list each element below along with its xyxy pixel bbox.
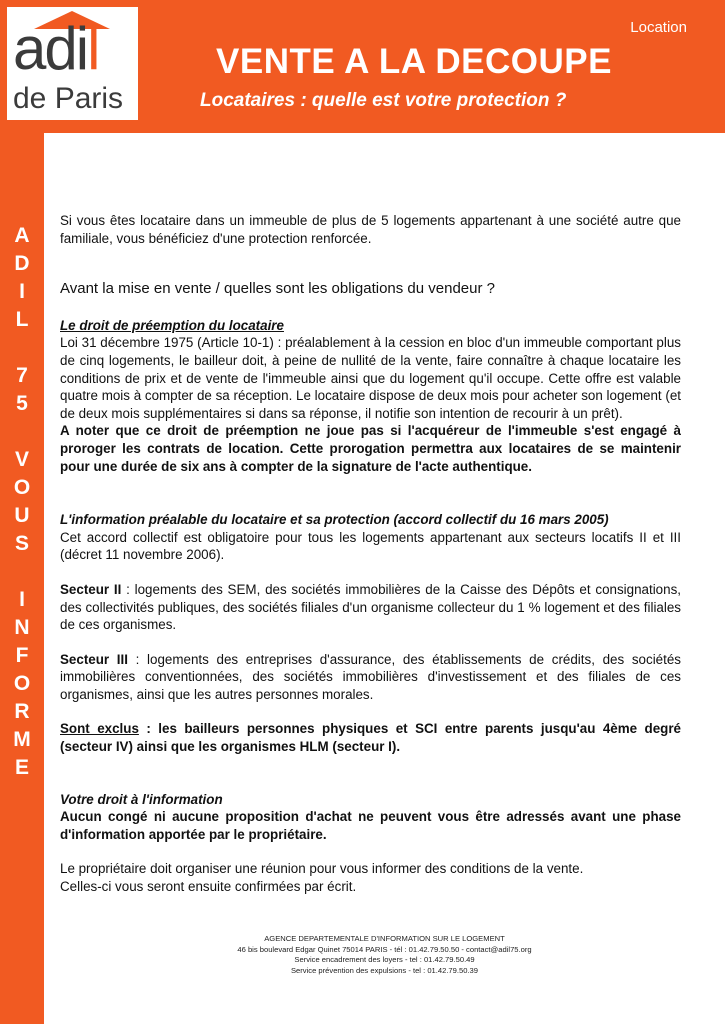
secteur-3-label: Secteur III — [60, 651, 128, 667]
main-content — [60, 212, 681, 896]
preemption-title: Le droit de préemption du locataire — [60, 317, 284, 333]
sidebar-vertical-text — [0, 222, 44, 782]
sidebar-letter: E — [14, 756, 29, 779]
sidebar-letter: O — [13, 672, 31, 695]
footer-agency: AGENCE DEPARTEMENTALE D'INFORMATION SUR LE LOGEMENT — [264, 934, 505, 943]
preemption-text: Loi 31 décembre 1975 (Article 10-1) : préalablement à la cession en bloc d'un immeuble comportant plus de cinq logements, le bailleur doit, à peine de nullité de la vente, faire connaître à chaque locataire les conditions de prix et de vente de l'immeuble ainsi que du logement qu'il occupe. Cette offre est valable quatre mois à compter de sa réception. Le locataire dispose de deux mois pour acheter son logement (et de deux mois supplémentaires si dans sa réponse, il notifie son intention de recourir à un prêt). — [60, 335, 681, 421]
sidebar-letter: M — [13, 728, 31, 751]
sidebar-letter — [0, 558, 44, 586]
sidebar-letter: I — [19, 588, 25, 611]
information-title: L'information préalable du locataire et sa protection (accord collectif du 16 mars 2005) — [60, 512, 609, 528]
exclus-label: Sont exclus — [60, 721, 139, 737]
intro-text: Si vous êtes locataire dans un immeuble de plus de 5 logements appartenant à une société autre que familiale, vous bénéficiez d'une protection renforcée. — [60, 213, 681, 246]
sidebar-letter: 7 — [16, 364, 28, 387]
secteur-2-label: Secteur II — [60, 581, 122, 597]
secteur-2-text: : logements des SEM, des sociétés immobilières de la Caisse des Dépôts et consignations, des collectivités publiques, des sociétés filiales d'un organisme collecteur du 1 % logement et des filiales de ces organismes. — [60, 581, 681, 633]
secteur-2-paragraph — [60, 581, 681, 634]
sidebar-letter: R — [14, 700, 30, 723]
exclus-paragraph — [60, 720, 681, 755]
droit-information-text-1: Le propriétaire doit organiser une réunion pour vous informer des conditions de la vente. — [60, 861, 584, 877]
page-subtitle: Locataires : quelle est votre protection ? — [200, 90, 567, 111]
page-title: VENTE A LA DECOUPE — [216, 42, 612, 81]
adil-logo — [7, 7, 138, 120]
speech-bubble-tail-icon — [510, 120, 650, 210]
information-text: Cet accord collectif est obligatoire pour tous les logements appartenant aux secteurs locatifs II et III (décret 11 novembre 2006). — [60, 529, 681, 563]
droit-information-title: Votre droit à l'information — [60, 791, 223, 807]
droit-information-text-2: Celles-ci vous seront ensuite confirmées par écrit. — [60, 879, 357, 895]
secteur-3-text: : logements des entreprises d'assurance, des établissements de crédits, des sociétés immobilières conventionnées, des sociétés immobilières d'investissement et des filiales de ces organismes, ainsi que les autres personnes morales. — [60, 651, 681, 702]
sidebar-letter: U — [14, 504, 30, 527]
sidebar-letter: A — [14, 224, 30, 247]
footer-loyers: Service encadrement des loyers - tel : 01.42.79.50.49 — [294, 955, 475, 965]
sidebar-letter — [0, 418, 44, 446]
secteur-3-paragraph — [60, 651, 681, 704]
sidebar-letter — [0, 334, 44, 362]
logo-wordmark: adil — [13, 15, 99, 82]
droit-information-bold: Aucun congé ni aucune proposition d'achat ne peuvent vous être adressés avant une phase d'information apportée par le propriétaire. — [60, 809, 681, 842]
logo-subtitle: de Paris — [13, 82, 124, 115]
footer — [44, 934, 725, 976]
preemption-note: A noter que ce droit de préemption ne joue pas si l'acquéreur de l'immeuble s'est engagé à proroger les contrats de location. Cette prorogation permettra aux locataires de se maintenir pour une durée de six ans à compter de la signature de l'acte authentique. — [60, 423, 681, 474]
section-heading-obligations: Avant la mise en vente / quelles sont les obligations du vendeur ? — [60, 280, 495, 298]
sidebar-letter: O — [13, 476, 31, 499]
footer-expulsions: Service prévention des expulsions - tel : 01.42.79.50.39 — [290, 965, 478, 975]
sidebar-letter: S — [14, 532, 29, 555]
sidebar-letter: V — [14, 448, 29, 471]
sidebar-letter: L — [15, 308, 29, 331]
sidebar-letter: I — [19, 280, 25, 303]
sidebar-letter: F — [15, 644, 29, 667]
sidebar-letter: N — [14, 616, 30, 639]
sidebar-letter: 5 — [16, 392, 28, 415]
exclus-text: : les bailleurs personnes physiques et SCI entre parents jusqu'au 4ème degré (secteur IV) ainsi que les organismes HLM (secteur I). — [60, 721, 682, 755]
sidebar-letter: D — [14, 252, 30, 275]
footer-address: 46 bis boulevard Edgar Quinet 75014 PARIS - tél : 01.42.79.50.50 - contact@adil75.org — [237, 944, 532, 954]
category-label: Location — [630, 19, 687, 36]
